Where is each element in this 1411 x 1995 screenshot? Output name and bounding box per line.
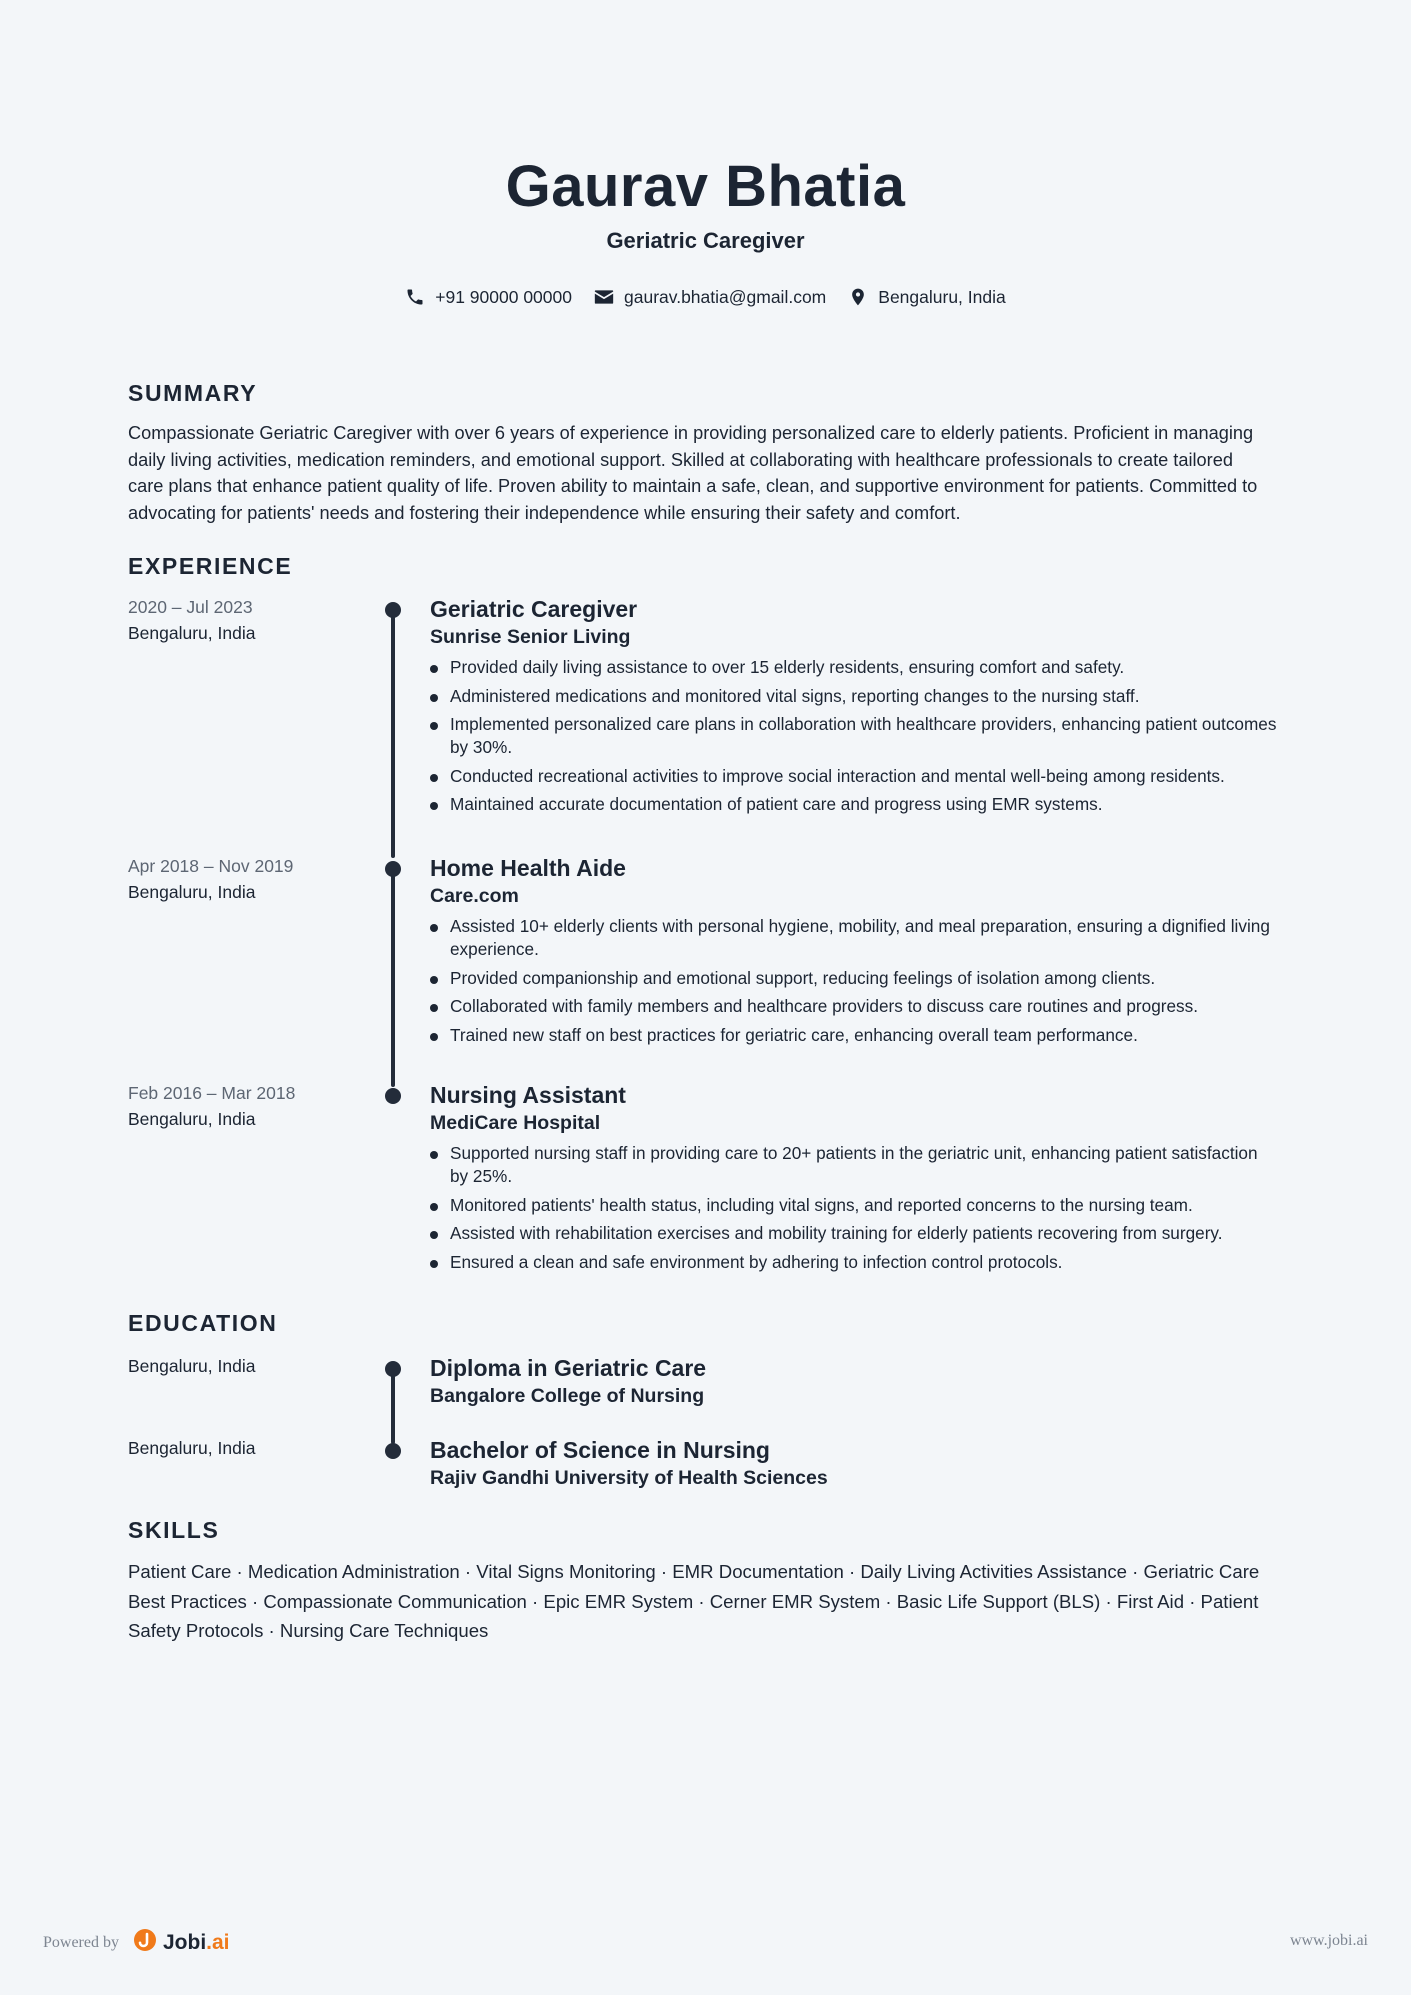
job-bullet: Provided daily living assistance to over 15 elderly residents, ensuring comfort and safety. bbox=[430, 656, 1280, 679]
email-text: gaurav.bhatia@gmail.com bbox=[624, 286, 827, 307]
experience-body bbox=[430, 594, 1280, 822]
contact-email[interactable] bbox=[594, 286, 826, 308]
footer-branding bbox=[43, 1928, 230, 1958]
education-meta bbox=[128, 1353, 255, 1379]
timeline-dot bbox=[385, 1443, 401, 1459]
skills-heading: SKILLS bbox=[128, 1517, 220, 1543]
phone-icon bbox=[405, 287, 425, 307]
experience-meta bbox=[128, 594, 255, 646]
summary-text: Compassionate Geriatric Caregiver with over 6 years of experience in providing personalized care to elderly patients. Proficient in managing daily living activities, medication reminders, and emotional support. Skilled at collaborating with healthcare professionals to create tailored care plans that enhance patient quality of life. Proven ability to maintain a safe, clean, and supportive environment for patients. Committed to advocating for patients' needs and fostering their independence while ensuring their safety and comfort. bbox=[128, 423, 1258, 523]
job-title: Nursing Assistant bbox=[430, 1082, 626, 1108]
job-bullet: Supported nursing staff in providing care to 20+ patients in the geriatric unit, enhancing patient satisfaction by 25%. bbox=[430, 1142, 1280, 1188]
brand-name: Jobi bbox=[162, 1931, 207, 1954]
job-bullet: Provided companionship and emotional support, reducing feelings of isolation among clients. bbox=[430, 967, 1280, 990]
brand-suffix: .ai bbox=[206, 1931, 230, 1954]
experience-location: Bengaluru, India bbox=[128, 623, 256, 643]
contact-location bbox=[848, 286, 1005, 308]
education-school: Rajiv Gandhi University of Health Sciences bbox=[430, 1467, 828, 1489]
experience-body bbox=[430, 1080, 1280, 1279]
job-bullets bbox=[430, 915, 1280, 1047]
job-bullet: Maintained accurate documentation of patient care and progress using EMR systems. bbox=[430, 793, 1280, 816]
job-bullets bbox=[430, 656, 1280, 816]
timeline-dot bbox=[385, 1361, 401, 1377]
job-bullet: Monitored patients' health status, including vital signs, and reported concerns to the nursing team. bbox=[430, 1194, 1280, 1217]
timeline-dot bbox=[385, 602, 401, 618]
education-meta bbox=[128, 1435, 255, 1461]
jobi-logo-icon bbox=[133, 1928, 157, 1958]
timeline-dot bbox=[385, 1088, 401, 1104]
education-degree: Bachelor of Science in Nursing bbox=[430, 1437, 770, 1463]
mail-icon bbox=[594, 289, 614, 305]
education-heading: EDUCATION bbox=[128, 1310, 278, 1336]
experience-dates: Apr 2018 – Nov 2019 bbox=[128, 856, 294, 876]
timeline-line bbox=[391, 868, 395, 1087]
timeline-line bbox=[391, 610, 395, 858]
timeline-dot bbox=[385, 861, 401, 877]
candidate-name: Gaurav Bhatia bbox=[505, 154, 906, 219]
job-bullet: Assisted 10+ elderly clients with personal hygiene, mobility, and meal preparation, ensuring a dignified living experience. bbox=[430, 915, 1280, 961]
job-bullets bbox=[430, 1142, 1280, 1274]
candidate-role: Geriatric Caregiver bbox=[606, 228, 805, 253]
education-degree: Diploma in Geriatric Care bbox=[430, 1355, 707, 1381]
skills-list: Patient Care · Medication Administration · Vital Signs Monitoring · EMR Documentation · Daily Living Activities Assistance · Geriatric Care Best Practices · Compassionate Communication · Epic EMR System · Cerner EMR System · Basic Life Support (BLS) · First Aid · Patient Safety Protocols · Nursing Care Techniques bbox=[128, 1561, 1260, 1641]
experience-location: Bengaluru, India bbox=[128, 1109, 256, 1129]
brand-logo[interactable] bbox=[133, 1928, 230, 1958]
powered-by-label: Powered by bbox=[43, 1934, 119, 1951]
education-body bbox=[430, 1435, 1280, 1491]
job-bullet: Trained new staff on best practices for geriatric care, enhancing overall team performance. bbox=[430, 1024, 1280, 1047]
job-bullet: Assisted with rehabilitation exercises and mobility training for elderly patients recovering from surgery. bbox=[430, 1222, 1280, 1245]
experience-location: Bengaluru, India bbox=[128, 882, 256, 902]
education-body bbox=[430, 1353, 1280, 1409]
summary-heading: SUMMARY bbox=[128, 380, 258, 406]
job-title: Home Health Aide bbox=[430, 855, 626, 881]
contact-phone[interactable] bbox=[405, 286, 572, 308]
education-location: Bengaluru, India bbox=[128, 1356, 256, 1376]
job-bullet: Administered medications and monitored vital signs, reporting changes to the nursing staff. bbox=[430, 685, 1280, 708]
location-pin-icon bbox=[848, 286, 868, 308]
job-company: Sunrise Senior Living bbox=[430, 626, 631, 648]
experience-dates: 2020 – Jul 2023 bbox=[128, 597, 253, 617]
footer-website-link[interactable]: www.jobi.ai bbox=[1289, 1932, 1368, 1949]
experience-meta bbox=[128, 1080, 295, 1132]
job-company: Care.com bbox=[430, 885, 519, 907]
resume-header bbox=[0, 150, 1411, 256]
education-location: Bengaluru, India bbox=[128, 1438, 256, 1458]
job-title: Geriatric Caregiver bbox=[430, 596, 638, 622]
contact-bar bbox=[0, 286, 1411, 308]
job-bullet: Conducted recreational activities to improve social interaction and mental well-being among residents. bbox=[430, 765, 1280, 788]
experience-dates: Feb 2016 – Mar 2018 bbox=[128, 1083, 296, 1103]
experience-heading: EXPERIENCE bbox=[128, 553, 293, 579]
location-text: Bengaluru, India bbox=[878, 286, 1006, 307]
experience-meta bbox=[128, 853, 293, 905]
job-bullet: Ensured a clean and safe environment by adhering to infection control protocols. bbox=[430, 1251, 1280, 1274]
job-bullet: Collaborated with family members and healthcare providers to discuss care routines and progress. bbox=[430, 995, 1280, 1018]
job-bullet: Implemented personalized care plans in collaboration with healthcare providers, enhancing patient outcomes by 30%. bbox=[430, 713, 1280, 759]
education-school: Bangalore College of Nursing bbox=[430, 1385, 705, 1407]
experience-body bbox=[430, 853, 1280, 1052]
phone-text: +91 90000 00000 bbox=[435, 286, 572, 307]
job-company: MediCare Hospital bbox=[430, 1112, 601, 1134]
timeline-line bbox=[391, 1370, 395, 1444]
